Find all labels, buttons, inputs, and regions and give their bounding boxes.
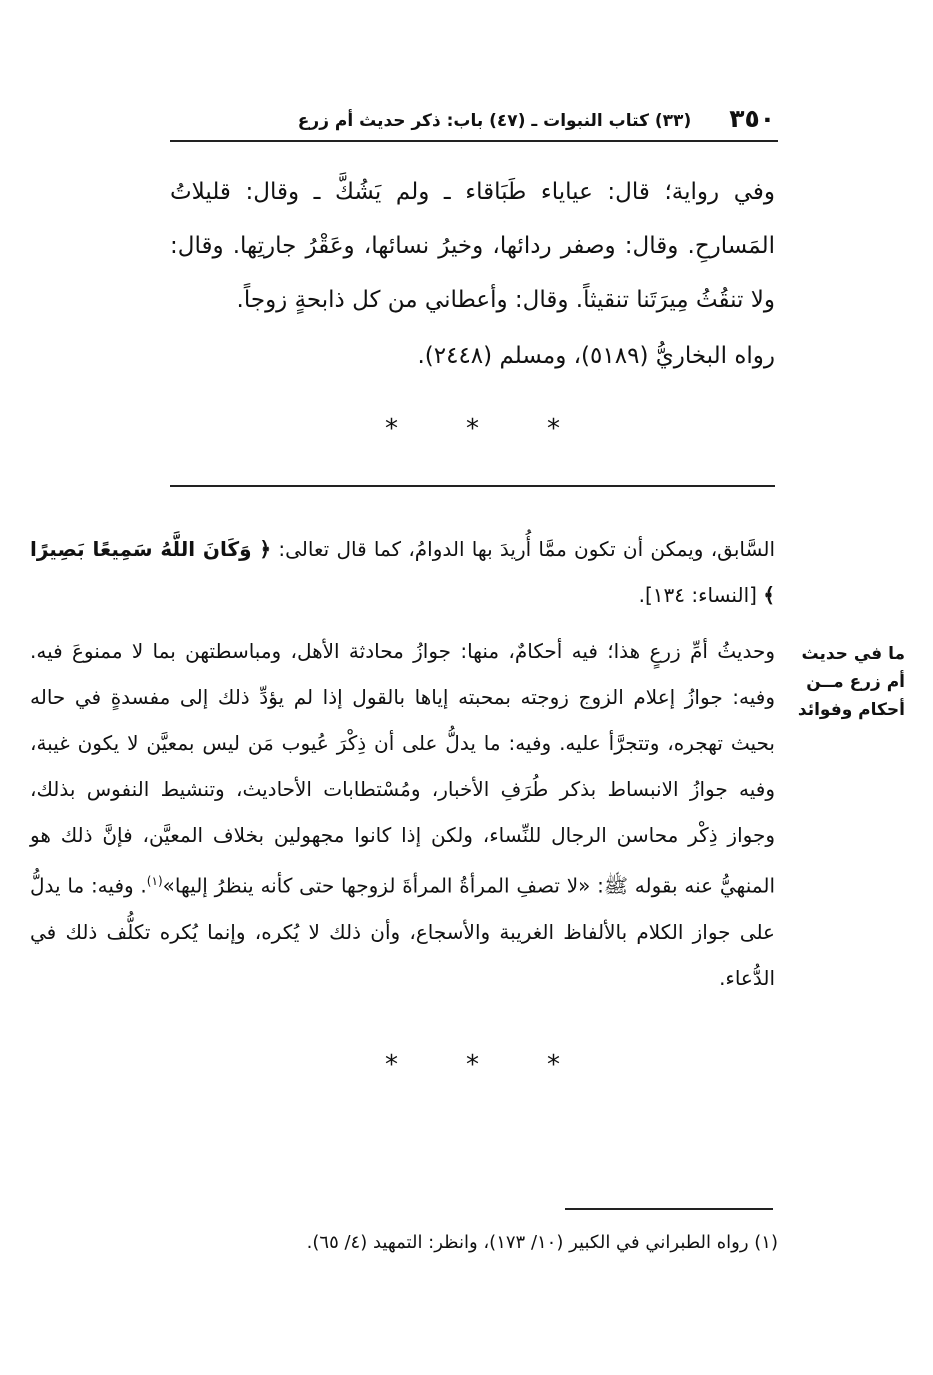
separator-star: * — [547, 414, 560, 444]
commentary-text: السَّابق، ويمكن أن تكون ممَّا أُريدَ بها الدوامُ، كما قال تعالى: — [271, 537, 775, 561]
commentary-paragraph — [30, 628, 775, 1001]
commentary-continuation — [30, 526, 775, 618]
margin-note-line: أم زرع مــن — [806, 672, 905, 692]
section-separator — [170, 1050, 775, 1080]
footnote-rule — [565, 1208, 773, 1210]
separator-star: * — [466, 1050, 479, 1080]
page-number: ٣٥٠ — [729, 104, 775, 133]
separator-star: * — [466, 414, 479, 444]
separator-star: * — [547, 1050, 560, 1080]
quran-reference: [النساء: ١٣٤]. — [638, 583, 764, 607]
margin-note-line: أحكام وفوائد — [797, 700, 905, 720]
header-rule — [170, 140, 778, 142]
margin-note — [790, 640, 905, 724]
footnote-marker[interactable]: (١) — [146, 874, 163, 888]
quran-verse: ﴿ وَكَانَ اللَّهُ سَمِيعًا بَصِيرًا ﴾ — [30, 537, 775, 607]
commentary-text: وحديثُ أمِّ زرعٍ هذا؛ فيه أحكامٌ، منها: جوازُ محادثة الأهل، ومباسطتهن بما لا ممنوعَ فيه. وفيه: جوازُ إعلام الزوج زوجته بمحبته إياها بالقول إذا لم يؤدِّ ذلك إلى مفسدةٍ في حاله بحيث تهجره، وتتجرَّأ عليه. وفيه: ما يدلُّ على أن ذِكْرَ عُيوب مَن ليس بمعيَّن لا يكون غيبة، وفيه جوازُ الانبساط بذكر طُرَفِ الأخبار، ومُسْتطابات الأحاديث، وتنشيط النفوس بذلك، وجواز ذِكْر محاسن الرجال للنِّساء، ولكن إذا كانوا مجهولين بخلاف المعيَّن، فإنَّ ذلك هو المنهيُّ عنه بقوله ﷺ: «لا تصفِ المرأةُ المرأةَ لزوجها حتى كأنه ينظرُ إليها» — [30, 639, 775, 898]
hadith-reference: رواه البخاريُّ (٥١٨٩)، ومسلم (٢٤٤٨). — [417, 343, 775, 369]
commentary-text-tail: . وفيه: ما يدلُّ على جواز الكلام بالألفاظ الغريبة والأسجاع، وأن ذلك لا يُكره، وإنما يُكره تكلُّف ذلك في الدُّعاء. — [30, 873, 775, 990]
separator-star: * — [385, 414, 398, 444]
margin-note-line: ما في حديث — [801, 644, 905, 664]
hadith-paragraph: وفي رواية؛ قال: عياياء طَبَاقاء ـ ولم يَشُكَّ ـ وقال: قليلاتُ المَسارحِ. وقال: وصفر ردائها، وخيرُ نسائها، وعَقْرُ جارتِها. وقال: ولا تنقُثُ مِيرَتَنا تنقيثاً. وقال: وأعطاني من كل ذابحةٍ زوجاً. — [170, 179, 775, 313]
running-header — [170, 104, 775, 134]
footnote: (١) رواه الطبراني في الكبير (١٠/ ١٧٣)، وانظر: التمهيد (٤/ ٦٥). — [306, 1232, 778, 1253]
separator-star: * — [385, 1050, 398, 1080]
commentary-divider — [170, 485, 775, 487]
running-title: (٣٣) كتاب النبوات ـ (٤٧) باب: ذكر حديث أم زرع — [297, 111, 692, 131]
section-separator — [170, 414, 775, 444]
